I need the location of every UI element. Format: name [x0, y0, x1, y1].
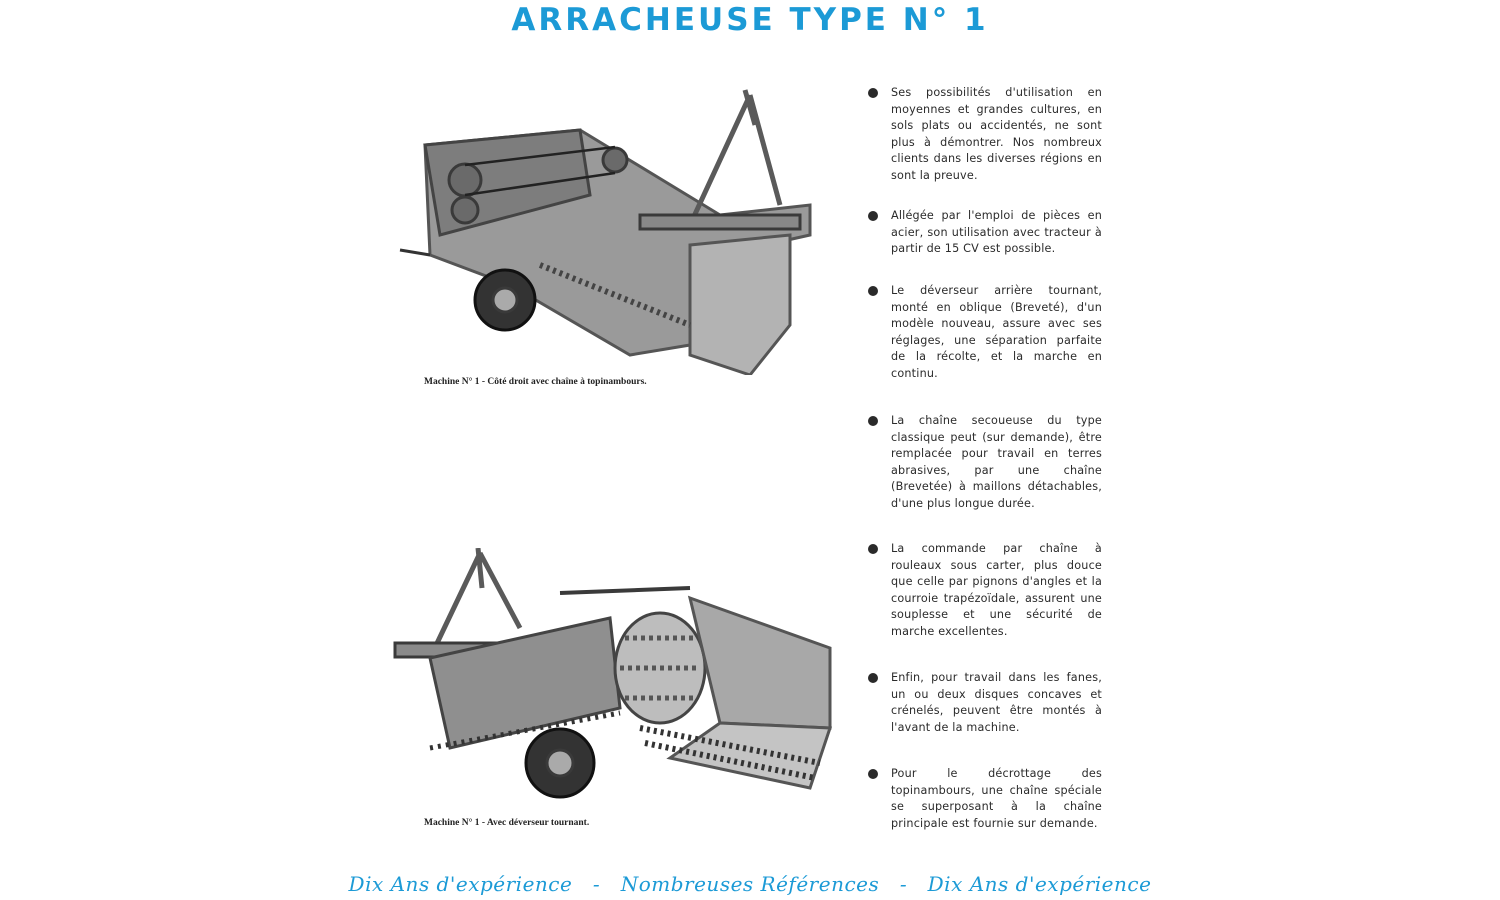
- feature-item: [868, 766, 1102, 832]
- footer-slogan: Dix Ans d'expérience - Nombreuses Références - Dix Ans d'expérience: [348, 872, 1152, 896]
- bullet-icon: [868, 673, 878, 683]
- feature-item: [868, 541, 1102, 641]
- feature-item: [868, 283, 1102, 383]
- feature-text: Allégée par l'emploi de pièces en acier, son utilisation avec tracteur à partir de 15 CV est possible.: [891, 209, 1102, 256]
- bullet-icon: [868, 88, 878, 98]
- bullet-icon: [868, 544, 878, 554]
- feature-text: Enfin, pour travail dans les fanes, un ou deux disques concaves et crénelés, peuvent être montés à l'avant de la machine.: [891, 671, 1102, 734]
- photo-caption: Machine N° 1 - Côté droit avec chaîne à topinambours.: [424, 377, 647, 387]
- feature-item: [868, 85, 1102, 185]
- machine-photo-right-side: [390, 85, 830, 375]
- feature-text: Ses possibilités d'utilisation en moyennes et grandes cultures, en sols plats ou accidentés, ne sont plus à démontrer. Nos nombreux clients dans les diverses régions en sont la preuve.: [891, 86, 1102, 182]
- feature-text: La chaîne secoueuse du type classique peut (sur demande), être remplacée pour travail en terres abrasives, par une chaîne (Brevetée) à maillons détachables, d'une plus longue durée.: [891, 414, 1102, 510]
- feature-text: Pour le décrottage des topinambours, une chaîne spéciale se superposant à la chaîne principale est fournie sur demande.: [891, 767, 1102, 830]
- machine-photo-rotating-discharger: [390, 548, 835, 813]
- page-title: ARRACHEUSE TYPE N° 1: [511, 2, 989, 38]
- bullet-icon: [868, 211, 878, 221]
- feature-text: La commande par chaîne à rouleaux sous carter, plus douce que celle par pignons d'angles et la courroie trapézoïdale, assurent une souplesse et une sécurité de marche excellentes.: [891, 542, 1102, 638]
- feature-item: [868, 670, 1102, 736]
- bullet-icon: [868, 286, 878, 296]
- feature-item: [868, 208, 1102, 258]
- bullet-icon: [868, 769, 878, 779]
- feature-item: [868, 413, 1102, 513]
- bullet-icon: [868, 416, 878, 426]
- feature-text: Le déverseur arrière tournant, monté en oblique (Breveté), d'un modèle nouveau, assure avec ses réglages, une séparation parfaite de la récolte, et la marche en continu.: [891, 284, 1102, 380]
- photo-caption: Machine N° 1 - Avec déverseur tournant.: [424, 818, 590, 828]
